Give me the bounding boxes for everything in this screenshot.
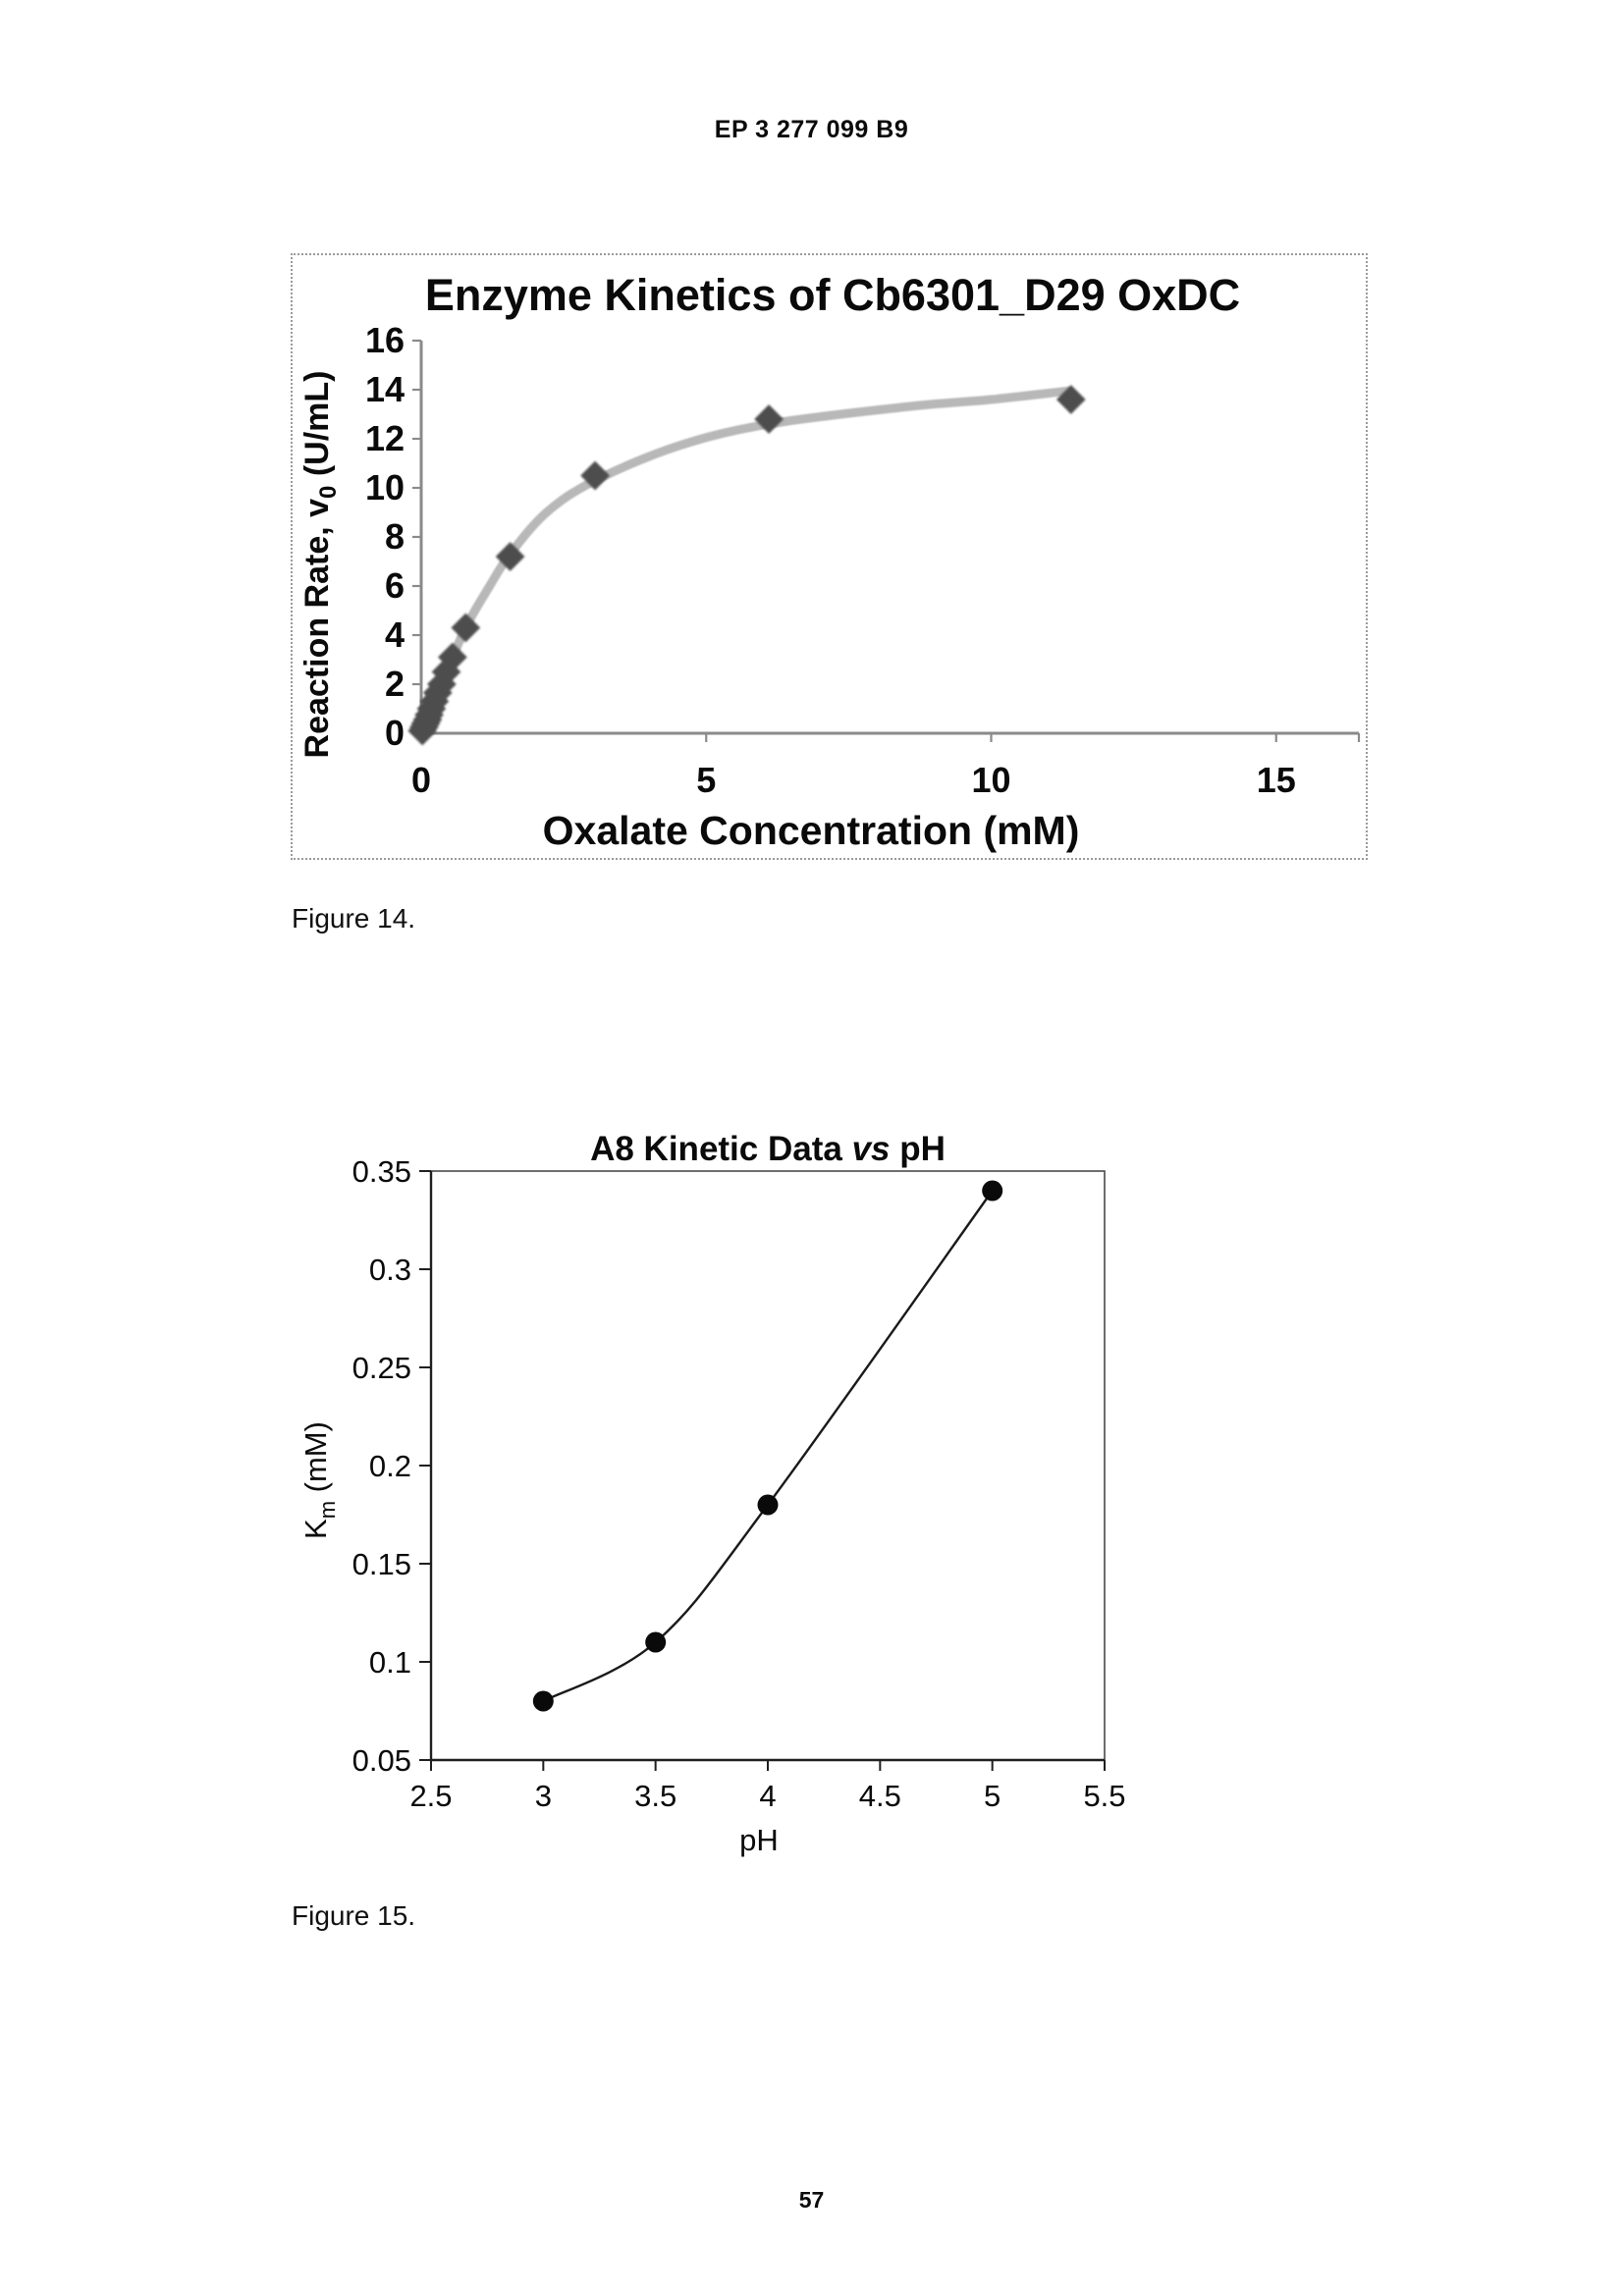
- chart1-y-tick-label: 4: [384, 614, 405, 655]
- chart2-line: [543, 1191, 992, 1701]
- chart1-y-tick-label: 0: [384, 713, 405, 753]
- chart1-x-tick-label: 10: [971, 760, 1011, 800]
- chart2-y-tick-label: 0.35: [352, 1154, 411, 1189]
- chart2-title: A8 Kinetic Data vs pH: [590, 1130, 946, 1168]
- figure14-frame: [291, 253, 1368, 860]
- chart1-axes: [421, 341, 1359, 733]
- chart2-axes: [431, 1171, 1105, 1760]
- chart1-y-tick-label: 2: [384, 664, 405, 704]
- chart2-y-tick-label: 0.25: [352, 1351, 411, 1385]
- enzyme-kinetics-chart: [293, 255, 1366, 858]
- chart2-x-tick-label: 3.5: [634, 1779, 677, 1813]
- chart2-circle-marker: [758, 1495, 779, 1516]
- chart2-y-tick-label: 0.2: [368, 1449, 411, 1483]
- chart2-x-tick-label: 5.5: [1083, 1779, 1126, 1813]
- page-number: 57: [798, 2187, 825, 2213]
- chart2-data-points: [533, 1181, 1002, 1712]
- figure15-caption: Figure 15.: [292, 1900, 416, 1931]
- chart1-y-tick-label: 14: [364, 369, 405, 409]
- chart1-y-tick-label: 8: [384, 516, 405, 557]
- chart1-x-tick-label: 0: [410, 760, 432, 800]
- chart2-x-tick-label: 3: [534, 1779, 552, 1813]
- chart1-y-tick-label: 10: [364, 467, 405, 507]
- chart1-y-tick-label: 12: [364, 418, 405, 458]
- chart2-x-tick-label: 2.5: [409, 1779, 453, 1813]
- chart2-plot-border: [431, 1171, 1105, 1760]
- chart1-y-axis-title: Reaction Rate, $v_0$ (U/mL): [298, 370, 342, 759]
- km-vs-ph-chart: [275, 1119, 1159, 1875]
- chart1-x-tick-label: 5: [696, 760, 717, 800]
- chart2-y-tick-label: 0.05: [352, 1743, 411, 1778]
- chart2-y-axis-title: $K_m$ (mM): [298, 1421, 340, 1539]
- chart2-x-tick-label: 4: [759, 1779, 777, 1813]
- chart2-y-tick-label: 0.3: [368, 1253, 411, 1287]
- chart2-y-tick-label: 0.1: [368, 1645, 411, 1680]
- chart2-circle-marker: [645, 1632, 666, 1653]
- chart2-y-tick-label: 0.15: [352, 1547, 411, 1581]
- chart2-x-tick-label: 5: [984, 1779, 1001, 1813]
- chart1-x-axis-title: Oxalate Concentration (mM): [542, 808, 1080, 853]
- chart2-circle-marker: [533, 1691, 554, 1712]
- chart2-x-axis-title: pH: [739, 1823, 779, 1857]
- chart1-data-points: [407, 385, 1085, 745]
- chart1-title: Enzyme Kinetics of Cb6301_D29 OxDC: [424, 270, 1241, 320]
- chart1-x-tick-label: 15: [1256, 760, 1296, 800]
- chart2-circle-marker: [982, 1181, 1002, 1201]
- figure14-caption: Figure 14.: [292, 903, 416, 934]
- chart1-y-tick-label: 6: [384, 565, 405, 606]
- patent-number-header: EP 3 277 099 B9: [714, 116, 909, 143]
- chart2-x-tick-label: 4.5: [858, 1779, 901, 1813]
- chart1-y-tick-label: 16: [364, 320, 405, 360]
